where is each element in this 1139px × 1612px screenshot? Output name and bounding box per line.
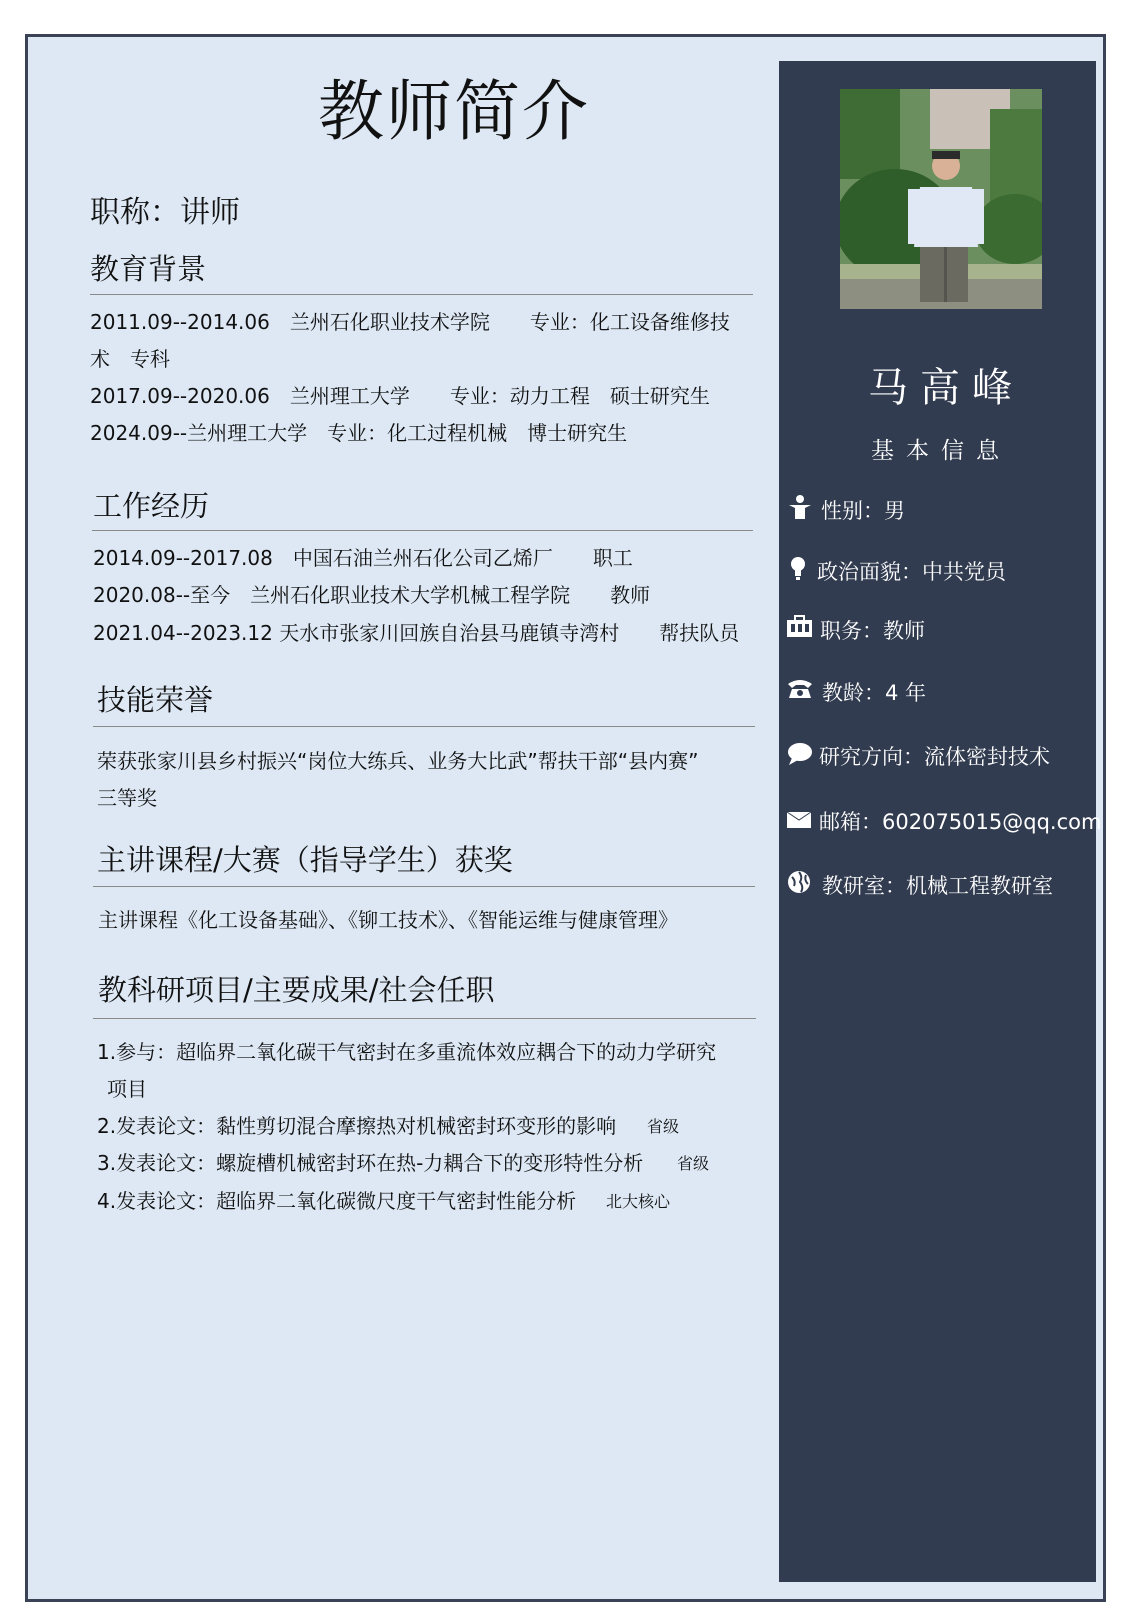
honors-line: 荣获张家川县乡村振兴“岗位大练兵、业务大比武”帮扶干部“县内赛” (97, 749, 699, 773)
research-level-tag: 北大核心 (606, 1192, 671, 1211)
education-line: 2017.09--2020.06 兰州理工大学 专业：动力工程 硕士研究生 (90, 384, 710, 408)
info-text: 邮箱：602075015@qq.com (819, 810, 1102, 834)
info-text: 教龄：4 年 (822, 681, 927, 705)
research-item: 1.参与：超临界二氧化碳干气密封在多重流体效应耦合下的动力学研究 (97, 1040, 717, 1064)
info-text: 性别：男 (821, 499, 905, 523)
honors-line: 三等奖 (97, 786, 157, 810)
page-title: 教师简介 (318, 73, 590, 150)
work-line: 2021.04--2023.12 天水市张家川回族自治县马鹿镇寺湾村 帮扶队员 (93, 621, 740, 645)
phone-icon (786, 676, 814, 702)
courses-heading: 主讲课程/大赛（指导学生）获奖 (97, 843, 513, 877)
work-line: 2014.09--2017.08 中国石油兰州石化公司乙烯厂 职工 (93, 546, 633, 570)
honors-heading: 技能荣誉 (97, 683, 214, 717)
education-line: 2011.09--2014.06 兰州石化职业技术学院 专业：化工设备维修技 (90, 310, 730, 334)
lightbulb-icon (786, 555, 814, 581)
info-text: 教研室：机械工程教研室 (822, 874, 1053, 898)
research-divider (93, 1018, 756, 1019)
basic-info-heading: 基本信息 (871, 438, 1011, 464)
research-level-tag: 省级 (647, 1117, 680, 1136)
research-item: 3.发表论文：螺旋槽机械密封环在热-力耦合下的变形特性分析 (97, 1151, 644, 1175)
teacher-name: 马高峰 (868, 365, 1024, 411)
education-line: 2024.09--兰州理工大学 专业：化工过程机械 博士研究生 (90, 421, 628, 445)
research-heading: 教科研项目/主要成果/社会任职 (98, 973, 495, 1007)
info-text: 职务：教师 (820, 619, 925, 643)
education-heading: 教育背景 (90, 252, 207, 286)
info-text: 研究方向：流体密封技术 (819, 745, 1050, 769)
research-item: 项目 (107, 1077, 147, 1101)
person-icon (786, 494, 814, 520)
profile-photo (840, 89, 1042, 309)
info-text: 政治面貌：中共党员 (817, 560, 1006, 584)
envelope-icon (786, 806, 814, 832)
research-item: 2.发表论文：黏性剪切混合摩擦热对机械密封环变形的影响 (97, 1114, 617, 1138)
education-divider (90, 294, 753, 295)
work-divider (92, 530, 753, 531)
globe-icon (786, 869, 814, 895)
briefcase-icon (786, 614, 814, 640)
work-line: 2020.08--至今 兰州石化职业技术大学机械工程学院 教师 (93, 583, 651, 607)
job-title: 职称：讲师 (90, 195, 240, 230)
courses-divider (93, 886, 755, 887)
research-level-tag: 省级 (677, 1154, 710, 1173)
research-item: 4.发表论文：超临界二氧化碳微尺度干气密封性能分析 (97, 1189, 577, 1213)
work-heading: 工作经历 (93, 489, 210, 523)
courses-line: 主讲课程《化工设备基础》、《铆工技术》、《智能运维与健康管理》 (98, 908, 678, 932)
chat-icon (786, 741, 814, 767)
honors-divider (93, 726, 755, 727)
education-line: 术 专科 (90, 347, 170, 371)
